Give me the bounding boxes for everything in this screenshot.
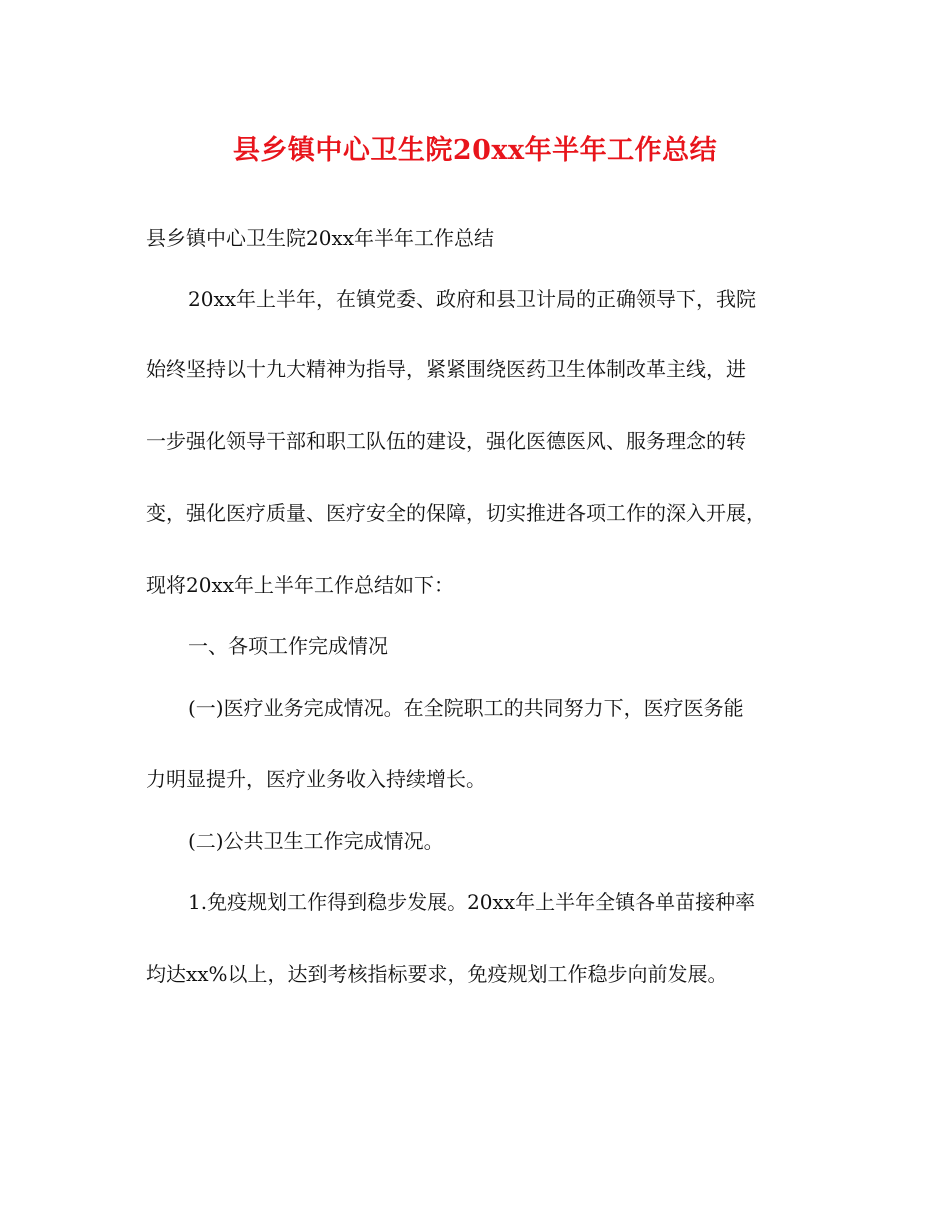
paragraph-line: 均达xx%以上，达到考核指标要求，免疫规划工作稳步向前发展。 xyxy=(146,962,728,986)
paragraph-line: 始终坚持以十九大精神为指导，紧紧围绕医药卫生体制改革主线，进 xyxy=(146,357,746,381)
paragraph-line: 力明显提升，医疗业务收入持续增长。 xyxy=(146,767,486,791)
paragraph-line: 1.免疫规划工作得到稳步发展。20xx年上半年全镇各单苗接种率 xyxy=(188,890,756,914)
paragraph-line: 变，强化医疗质量、医疗安全的保障，切实推进各项工作的深入开展， xyxy=(146,501,766,525)
subtitle-line: 县乡镇中心卫生院20xx年半年工作总结 xyxy=(146,226,495,250)
paragraph-line: 一步强化领导干部和职工队伍的建设，强化医德医风、服务理念的转 xyxy=(146,429,746,453)
section-heading: 一、各项工作完成情况 xyxy=(188,634,388,658)
subsection-heading: (二)公共卫生工作完成情况。 xyxy=(188,829,444,853)
paragraph-line: 20xx年上半年，在镇党委、政府和县卫计局的正确领导下，我院 xyxy=(188,287,757,311)
paragraph-line: 现将20xx年上半年工作总结如下： xyxy=(146,573,455,597)
document-title: 县乡镇中心卫生院20xx年半年工作总结 xyxy=(232,135,718,166)
paragraph-line: (一)医疗业务完成情况。在全院职工的共同努力下，医疗医务能 xyxy=(188,696,744,720)
